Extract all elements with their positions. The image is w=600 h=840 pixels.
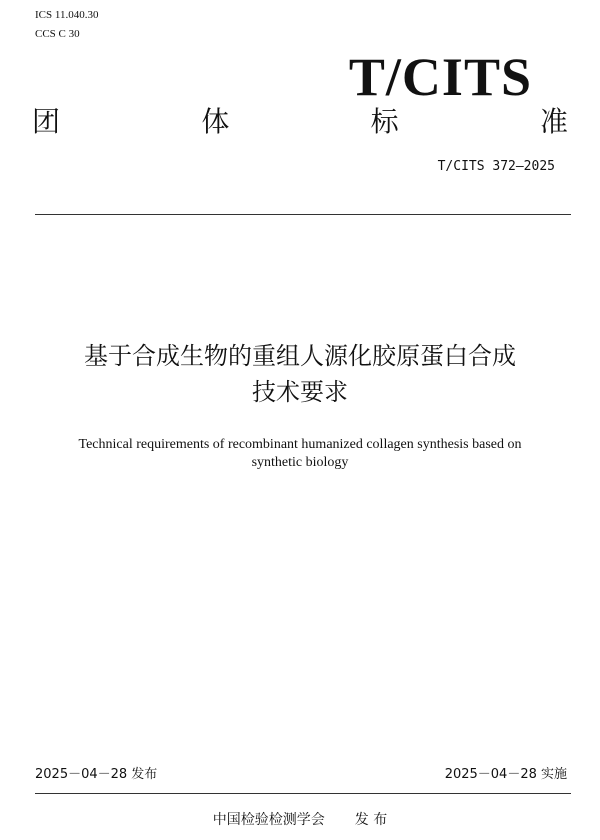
english-title-line: synthetic biology xyxy=(251,455,349,470)
top-divider xyxy=(35,214,571,215)
standard-brand-logo: T/CITS xyxy=(348,47,532,107)
chinese-title-line: 基于合成生物的重组人源化胶原蛋白合成 xyxy=(84,342,516,370)
publisher-action: 发 布 xyxy=(354,812,388,828)
standard-number: T/CITS 372—2025 xyxy=(437,159,555,174)
issue-date: 2025－04－28 发布 xyxy=(35,767,158,782)
standard-type-char: 准 xyxy=(539,105,568,138)
publisher-name: 中国检验检测学会 xyxy=(212,812,325,828)
standard-type-char: 团 xyxy=(32,105,61,138)
implementation-date: 2025－04－28 实施 xyxy=(444,767,567,782)
bottom-divider xyxy=(35,793,571,794)
chinese-title xyxy=(30,338,570,410)
ics-code: ICS 11.040.30 xyxy=(35,9,99,21)
standard-type-heading xyxy=(32,104,568,140)
standard-type-char: 标 xyxy=(370,105,399,138)
publisher-line xyxy=(0,811,600,829)
standard-type-char: 体 xyxy=(201,105,230,138)
english-title xyxy=(40,436,560,472)
english-title-line: Technical requirements of recombinant humanized collagen synthesis based on xyxy=(78,437,522,452)
ccs-code: CCS C 30 xyxy=(35,28,80,40)
chinese-title-line: 技术要求 xyxy=(252,378,348,406)
